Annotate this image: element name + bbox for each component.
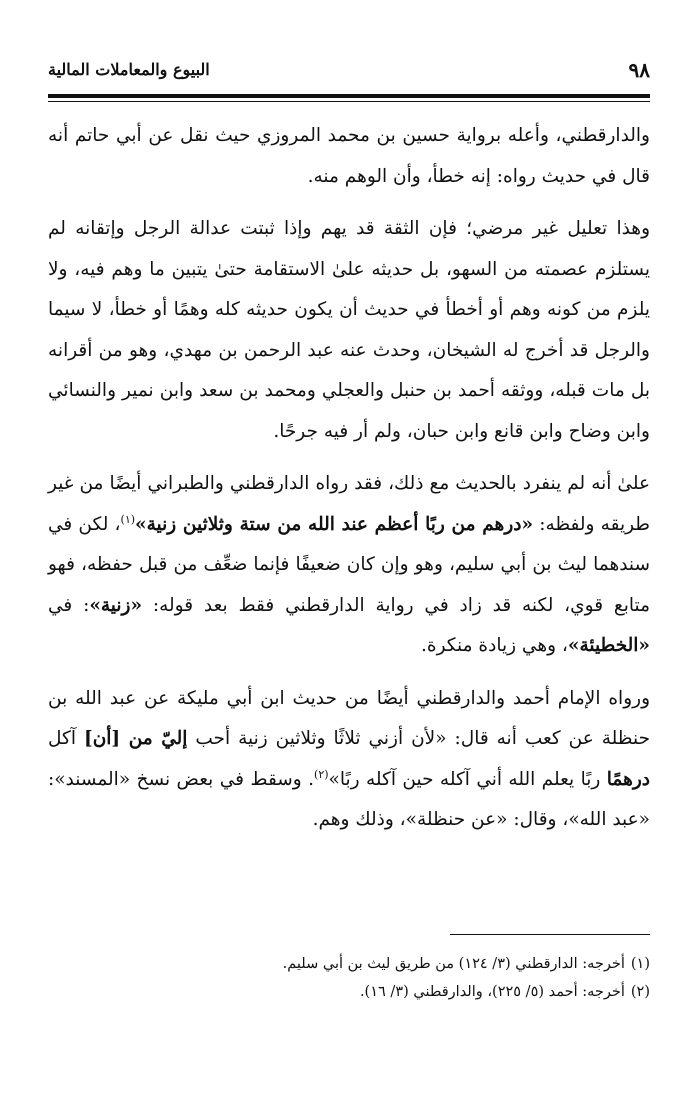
- paragraph-3-text-d: ، وهي زيادة منكرة.: [421, 635, 568, 656]
- paragraph-4: [48, 679, 650, 841]
- page-number: ٩٨: [628, 58, 650, 82]
- paragraph-4-text-a: ورواه الإمام أحمد والدارقطني أيضًا من حديث ابن أبي مليكة عن عبد الله بن حنظلة عن كعب أنه قال: «لأن أزني ثلاثًا وثلاثين زنية أحب: [48, 687, 651, 749]
- paragraph-2-text: وهذا تعليل غير مرضي؛ فإن الثقة قد يهم وإذا ثبتت عدالة الرجل وإتقانه لم يستلزم عصمته من السهو، بل حديثه علىٰ الاستقامة حتىٰ يتبين ما وهم فيه، ولا يلزم من كونه وهم أو أخطأ في حديث أن يكون حديثه كله وهمًا أو خطأ، لا سيما والرجل قد أخرج له الشيخان، وحدث عنه عبد الرحمن بن مهدي، وهو من أقرانه بل مات قبله، ووثقه أحمد بن حنبل والعجلي ومحمد بن سعد وابن نمير والنسائي وابن وضاح وابن قانع وابن حبان، ولم أر فيه جرحًا.: [48, 218, 650, 442]
- quoted-word-zaniya: «زنية»: [89, 594, 143, 616]
- paragraph-4-text-b: آكل: [48, 728, 84, 749]
- paragraph-1: [48, 116, 650, 197]
- footnote-separator: [450, 934, 650, 935]
- paragraph-3-text-a: علىٰ أنه لم ينفرد بالحديث مع ذلك، فقد رواه الدارقطني والطبراني أيضًا من غير طريقه ولفظه:: [48, 473, 651, 535]
- footnote-ref-1[interactable]: (١): [120, 512, 136, 526]
- paragraph-3-text-c: : في: [48, 594, 90, 616]
- footnote-ref-2[interactable]: (٢): [314, 767, 329, 781]
- hadith-quote: «درهم من ربًا أعظم عند الله من ستة وثلاثين زنية»: [135, 513, 534, 535]
- footnotes: [48, 950, 650, 1006]
- footnote-1-text: أخرجه: الدارقطني (٣/ ١٢٤) من طريق ليث بن أبي سليم.: [282, 956, 625, 972]
- header-rule-thick: [48, 94, 650, 98]
- paragraph-1-text: والدارقطني، وأعله برواية حسين بن محمد المروزي حيث نقل عن أبي حاتم أنه قال في حديث رواه: إنه خطأ، وأن الوهم منه.: [48, 125, 650, 187]
- paragraph-4-bold-2: درهمًا: [606, 768, 650, 790]
- footnote-2-number: (٢): [630, 984, 650, 1000]
- header-rule-thin: [48, 101, 650, 102]
- paragraph-2: [48, 209, 650, 452]
- paragraph-3-text-b: ، لكن في سندهما ليث بن أبي سليم، وهو وإن كان ضعيفًا فإنما ضعِّف من قبل حفظه، فهو متابع قوي، لكنه قد زاد في رواية الدارقطني فقط بعد قوله:: [48, 513, 650, 616]
- paragraph-4-text-c: ربًا يعلم الله أني آكله حين آكله ربًا»: [328, 768, 607, 790]
- quoted-word-khatia: «الخطيئة»: [567, 635, 650, 656]
- paragraph-4-text-d: . وسقط في بعض نسخ «المسند»: «عبد الله»، وقال: «عن حنظلة»، وذلك وهم.: [48, 768, 650, 830]
- footnote-1: [48, 950, 650, 978]
- running-title: البيوع والمعاملات المالية: [48, 60, 210, 79]
- paragraph-4-bold-1: إليّ من [أن]: [83, 728, 188, 749]
- paragraph-3: [48, 464, 650, 667]
- footnote-2-text: أخرجه: أحمد (٥/ ٢٢٥)، والدارقطني (٣/ ١٦).: [359, 984, 625, 1000]
- page-header: [48, 58, 650, 88]
- footnote-2: [48, 978, 650, 1006]
- footnote-1-number: (١): [630, 956, 650, 972]
- main-text: [48, 116, 650, 853]
